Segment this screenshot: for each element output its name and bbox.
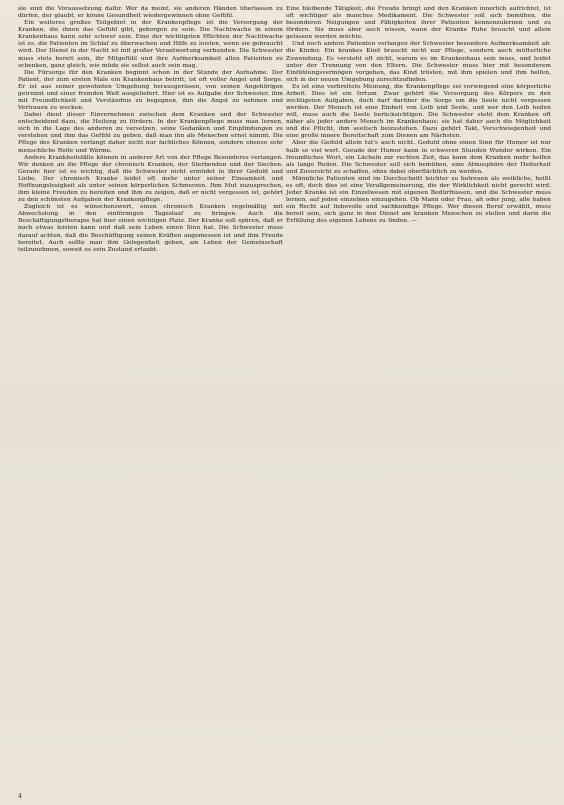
- paragraph: Ein weiteres großes Teilgebiet in der Krankenpflege ist die Versorgung der Kranken, die ihnen das Gefühl gibt, geborgen zu sein. Die Nachtwache in einem Krankenhaus kann sehr schwer sein. Eine der wichtigsten Pflichten der Nachtwache ist es, die Patienten im Schlaf zu überwachen und Hilfe zu leisten, wenn sie gebraucht wird. Der Dienst in der Nacht ist mit großer Verantwortung verbunden. Die Schwester muss stets bereit sein, ihr Mitgefühl und ihre Aufmerksamkeit allen Patienten zu schenken, ganz gleich, wie müde sie selbst auch sein mag.: [18, 20, 283, 69]
- paragraph: Die Fürsorge für den Kranken beginnt schon in der Stunde der Aufnahme. Der Patient, der zum ersten Male ein Krankenhaus betritt, ist oft voller Angst und Sorge. Er ist aus seiner gewohnten Umgebung herausgerissen, von seinen Angehörigen getrennt und einer fremden Welt ausgeliefert. Hier ist es Aufgabe der Schwester, ihm mit Freundlichkeit und Verständnis zu begegnen, ihm die Angst zu nehmen und Vertrauen zu wecken.: [18, 69, 283, 112]
- paragraph: Aber die Geduld allein tut's auch nicht. Geduld ohne einen Sinn für Humor ist nur halb so viel wert. Gerade der Humor kann in schweren Stunden Wunder wirken. Ein freundliches Wort, ein Lächeln zur rechten Zeit, das kann dem Kranken mehr helfen als lange Reden. Die Schwester soll sich bemühen, eine Atmosphäre der Heiterkeit und Zuversicht zu schaffen, ohne dabei oberflächlich zu werden.: [286, 140, 551, 175]
- right-text-column: [286, 6, 551, 225]
- paragraph: Männliche Patienten sind im Durchschnitt leichter zu betreuen als weibliche, heißt es oft, doch dies ist eine Verallgemeinerung, die der Wirklichkeit nicht gerecht wird. Jeder Kranke ist ein Einzelwesen mit eigenen Bedürfnissen, und die Schwester muss lernen, auf jeden einzelnen einzugehen. Ob Mann oder Frau, alt oder jung, alle haben ein Recht auf liebevolle und sachkundige Pflege. Wer diesen Beruf erwählt, muss bereit sein, sich ganz in den Dienst am kranken Menschen zu stellen und darin die Erfüllung des eigenen Lebens zu finden. —: [286, 175, 551, 225]
- left-text-column: [18, 6, 283, 254]
- paragraph: Dabei dient dieser Einvernehmen zwischen dem Kranken und der Schwester entscheidend dazu, die Heilung zu fördern. In der Krankenpflege muss man lernen, sich in die Lage des anderen zu versetzen, seine Gedanken und Empfindungen zu verstehen und ihm das Gefühl zu geben, daß man ihn als Menschen ernst nimmt. Die Pflege des Kranken verlangt daher nicht nur fachliches Können, sondern ebenso sehr menschliche Reife und Wärme.: [18, 112, 283, 154]
- paragraph: Zugleich ist es wünschenswert, einen chronisch Kranken regelmäßig mit Abwechslung in den einförmigen Tageslauf zu bringen. Auch die Beschäftigungstherapie hat hier einen wichtigen Platz. Der Kranke soll spüren, daß er noch etwas leisten kann und daß sein Leben einen Sinn hat. Die Schwester muss darauf achten, daß die Beschäftigung seinen Kräften angemessen ist und ihm Freude bereitet. Auch sollte man ihm Gelegenheit geben, am Leben der Gemeinschaft teilzunehmen, soweit es sein Zustand erlaubt.: [18, 204, 283, 253]
- page-number: 4: [18, 793, 22, 800]
- paragraph: Andere Krankheitsfälle können in anderer Art von der Pflege Besonderes verlangen. Wir denken an die Pflege der chronisch Kranken, der Sterbenden und der Siechen. Gerade hier ist es wichtig, daß die Schwester nicht ermüdet in ihrer Geduld und Liebe. Der chronisch Kranke leidet oft mehr unter seiner Einsamkeit und Hoffnungslosigkeit als unter seinen körperlichen Schmerzen. Ihm Mut zuzusprechen, ihm kleine Freuden zu bereiten und ihm zu zeigen, daß er nicht vergessen ist, gehört zu den schönsten Aufgaben der Krankenpflege.: [18, 154, 283, 204]
- paragraph: Eine bleibende Tätigkeit, die Freude bringt und den Kranken innerlich aufrichtet, ist oft wichtiger als manches Medikament. Die Schwester soll sich bemühen, die besonderen Neigungen und Fähigkeiten ihrer Patienten kennenzulernen und zu fördern. Sie muss aber auch wissen, wann der Kranke Ruhe braucht und allein gelassen werden möchte.: [286, 6, 551, 41]
- paragraph: Es ist eine verbreitete Meinung, die Krankenpflege sei vorwiegend eine körperliche Arbeit. Dies ist ein Irrtum. Zwar gehört die Versorgung des Körpers zu den wichtigsten Aufgaben, doch darf darüber die Sorge um die Seele nicht vergessen werden. Der Mensch ist eine Einheit von Leib und Seele, und wer den Leib heilen will, muss auch die Seele berücksichtigen. Die Schwester steht dem Kranken oft näher als jeder andere Mensch im Krankenhaus; sie hat daher auch die Möglichkeit und die Pflicht, ihm seelisch beizustehen. Dazu gehört Takt, Verschwiegenheit und eine große innere Bereitschaft zum Dienen am Nächsten.: [286, 83, 551, 140]
- paragraph: sie sind die Voraussetzung dafür. Wer da meint, sie anderen Händen überlassen zu dürfen, der glaubt, er könne Gesundheit wiedergewinnen ohne Gefühl.: [18, 6, 283, 20]
- paragraph: Und noch andere Patienten verlangen der Schwester besondere Aufmerksamkeit ab: die Kinder. Ein krankes Kind braucht nicht nur Pflege, sondern auch mütterliche Zuwendung. Es versteht oft nicht, warum es im Krankenhaus sein muss, und leidet unter der Trennung von den Eltern. Die Schwester muss hier mit besonderem Einfühlungsvermögen vorgehen, das Kind trösten, mit ihm spielen und ihm helfen, sich in der neuen Umgebung zurechtzufinden.: [286, 41, 551, 83]
